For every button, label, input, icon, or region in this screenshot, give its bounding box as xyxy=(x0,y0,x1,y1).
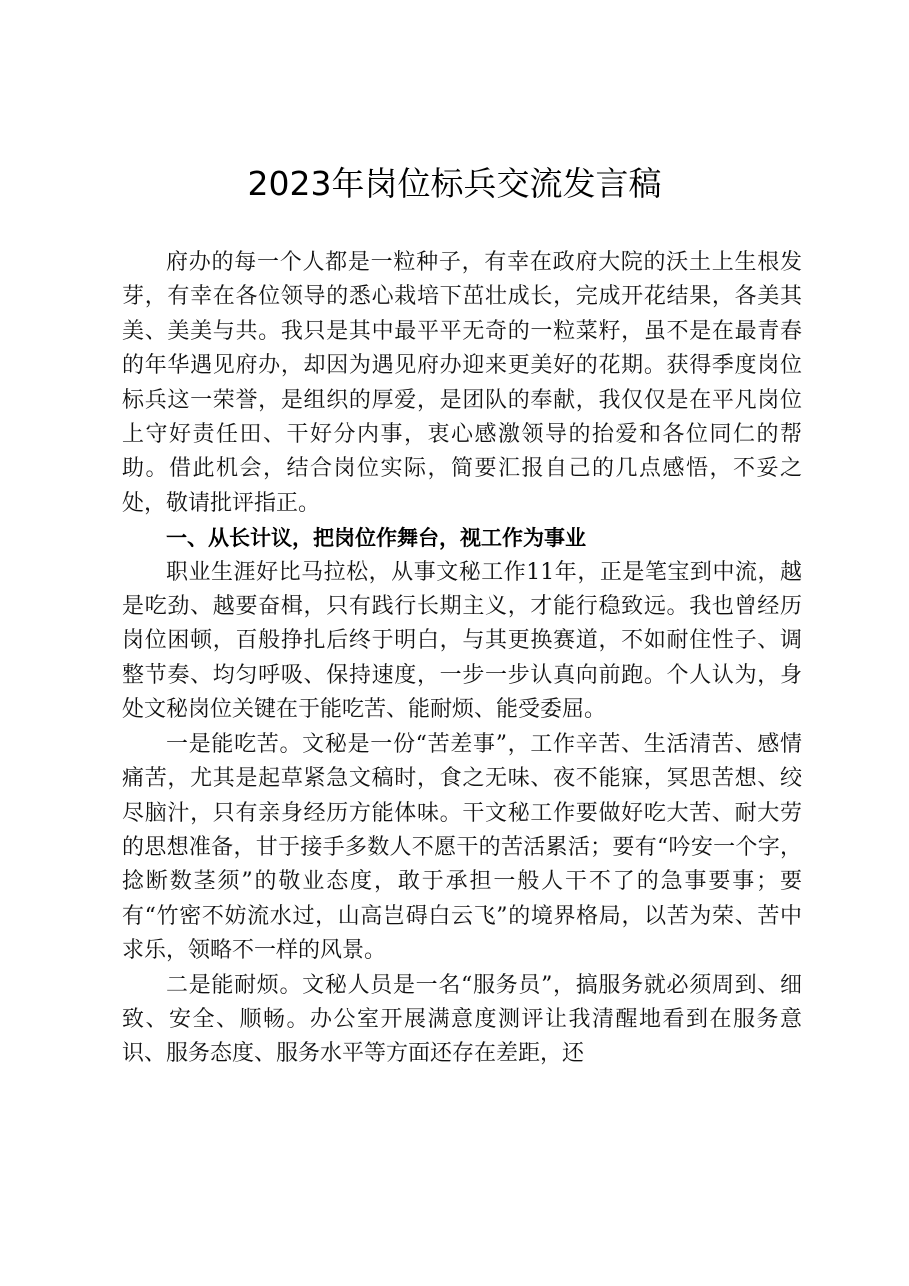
section-heading-1: 一、从长计议，把岗位作舞台，视工作为事业 xyxy=(166,526,586,551)
intro-paragraph: 府办的每一个人都是一粒种子，有幸在政府大院的沃土上生根发芽，有幸在各位领导的悉心栽培下茁壮成长，完成开花结果，各美其美、美美与共。我只是其中最平平无奇的一粒菜籽，虽不是在最青春的年华遇见府办，却因为遇见府办迎来更美好的花期。获得季度岗位标兵这一荣誉，是组织的厚爱，是团队的奉献，我仅仅是在平凡岗位上守好责任田、干好分内事，衷心感激领导的抬爱和各位同仁的帮助。借此机会，结合岗位实际，简要汇报自己的几点感悟，不妥之处，敬请批评指正。 xyxy=(122,250,802,516)
point-1-paragraph: 一是能吃苦。文秘是一份“苦差事”，工作辛苦、生活清苦、感情痛苦，尤其是起草紧急文稿时，食之无味、夜不能寐，冥思苦想、绞尽脑汁，只有亲身经历方能体味。干文秘工作要做好吃大苦、耐大劳的思想准备，甘于接手多数人不愿干的苦活累活；要有“吟安一个字，捻断数茎须”的敬业态度，敢于承担一般人干不了的急事要事；要有“竹密不妨流水过，山高岂碍白云飞”的境界格局，以苦为荣、苦中求乐，领略不一样的风景。 xyxy=(122,731,802,964)
point-2-paragraph: 二是能耐烦。文秘人员是一名“服务员”，搞服务就必须周到、细致、安全、顺畅。办公室开展满意度测评让我清醒地看到在服务意识、服务态度、服务水平等方面还存在差距，还 xyxy=(122,972,802,1067)
section-1-paragraph: 职业生涯好比马拉松，从事文秘工作11年，正是笔宝到中流，越是吃劲、越要奋楫，只有践行长期主义，才能行稳致远。我也曾经历岗位困顿，百般挣扎后终于明白，与其更换赛道，不如耐住性子、调整节奏、均匀呼吸、保持速度，一步一步认真向前跑。个人认为，身处文秘岗位关键在于能吃苦、能耐烦、能受委屈。 xyxy=(122,559,802,723)
document-title: 2023年岗位标兵交流发言稿 xyxy=(247,164,662,203)
document-body xyxy=(122,246,802,1072)
